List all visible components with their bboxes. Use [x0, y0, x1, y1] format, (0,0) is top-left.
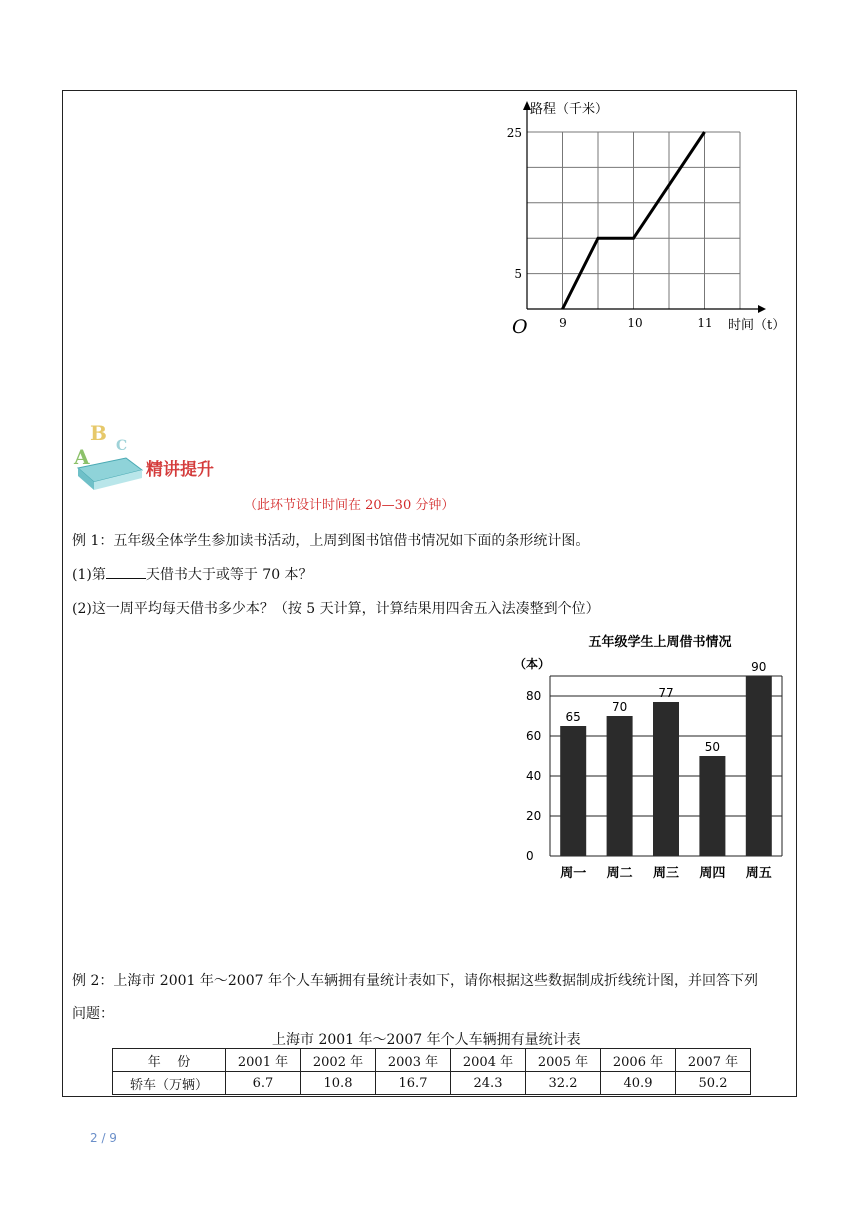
distance-time-chart	[500, 96, 800, 346]
y-tick-label: 20	[526, 809, 542, 823]
table-cell: 2003 年	[376, 1049, 451, 1072]
q1-prefix: (1)第	[72, 567, 106, 583]
category-label: 周三	[652, 866, 680, 881]
y-tick-label: 80	[526, 689, 542, 703]
origin-label: O	[512, 316, 528, 338]
category-label: 周四	[699, 866, 726, 881]
y-tick-label: 60	[526, 729, 542, 743]
table-cell: 40.9	[601, 1072, 676, 1095]
x-axis-arrow	[758, 305, 766, 313]
x-tick-label: 9	[559, 316, 567, 330]
example2-line1: 例 2：上海市 2001 年～2007 年个人车辆拥有量统计表如下，请你根据这些数据制成折线统计图，并回答下列	[72, 973, 758, 989]
bar-chart-title: 五年级学生上周借书情况	[588, 635, 732, 650]
table-row	[113, 1049, 751, 1072]
bar-value-label: 50	[704, 740, 721, 754]
table-title: 上海市 2001 年～2007 年个人车辆拥有量统计表	[272, 1032, 581, 1048]
table-cell: 2001 年	[226, 1049, 301, 1072]
page-number: 2 / 9	[90, 1131, 117, 1145]
bar	[746, 676, 772, 856]
category-label: 周二	[606, 866, 633, 881]
bar-value-label: 90	[751, 660, 767, 674]
y-tick-label: 40	[526, 769, 542, 783]
section-time-note: （此环节设计时间在 20—30 分钟）	[244, 498, 455, 513]
category-label: 周一	[560, 866, 587, 881]
q1-suffix: 天借书大于或等于 70 本？	[145, 567, 313, 583]
table-cell: 2004 年	[451, 1049, 526, 1072]
table-row	[113, 1072, 751, 1095]
bar	[653, 702, 679, 856]
line-chart-grid	[527, 132, 740, 309]
example1-question2: (2)这一周平均每天借书多少本？（按 5 天计算，计算结果用四舍五入法凑整到个位）	[72, 601, 600, 617]
y-tick-label: 25	[506, 126, 522, 140]
bar-value-label: 65	[565, 710, 581, 724]
table-cell: 轿车（万辆）	[113, 1072, 226, 1095]
table-cell: 2006 年	[601, 1049, 676, 1072]
table-cell: 32.2	[526, 1072, 601, 1095]
line-chart-axes	[523, 101, 766, 313]
library-borrowing-bar-chart	[510, 628, 800, 886]
y-tick-label: 0	[526, 849, 534, 863]
svg-text:C: C	[116, 438, 128, 454]
car-ownership-table	[112, 1048, 751, 1095]
y-tick-label: 5	[514, 267, 522, 281]
answer-blank	[106, 566, 146, 579]
bar	[607, 716, 633, 856]
abc-book-icon	[70, 418, 150, 496]
x-tick-label: 10	[627, 316, 643, 330]
y-axis-label: 路程（千米）	[530, 102, 609, 117]
example1-question1	[72, 564, 313, 584]
table-cell: 2005 年	[526, 1049, 601, 1072]
svg-text:B: B	[90, 421, 107, 445]
table-cell: 6.7	[226, 1072, 301, 1095]
bar-chart-bars	[560, 660, 772, 881]
section-title: 精讲提升	[146, 460, 214, 480]
table-cell: 50.2	[676, 1072, 751, 1095]
example1-intro: 例 1：五年级全体学生参加读书活动，上周到图书馆借书情况如下面的条形统计图。	[72, 533, 590, 549]
bar-chart-ylabel: （本）	[514, 657, 551, 671]
table-cell: 2007 年	[676, 1049, 751, 1072]
table-cell: 24.3	[451, 1072, 526, 1095]
x-axis-label: 时间（t）	[728, 318, 786, 333]
svg-text:A: A	[74, 445, 90, 469]
table-cell: 16.7	[376, 1072, 451, 1095]
category-label: 周五	[745, 866, 772, 881]
table-cell: 年 份	[113, 1049, 226, 1072]
bar-value-label: 70	[611, 700, 628, 714]
x-tick-label: 11	[697, 316, 713, 330]
bar	[560, 726, 586, 856]
bar-value-label: 77	[658, 686, 674, 700]
table-cell: 2002 年	[301, 1049, 376, 1072]
bar	[699, 756, 725, 856]
example2-line2: 问题：	[72, 1006, 114, 1022]
table-cell: 10.8	[301, 1072, 376, 1095]
